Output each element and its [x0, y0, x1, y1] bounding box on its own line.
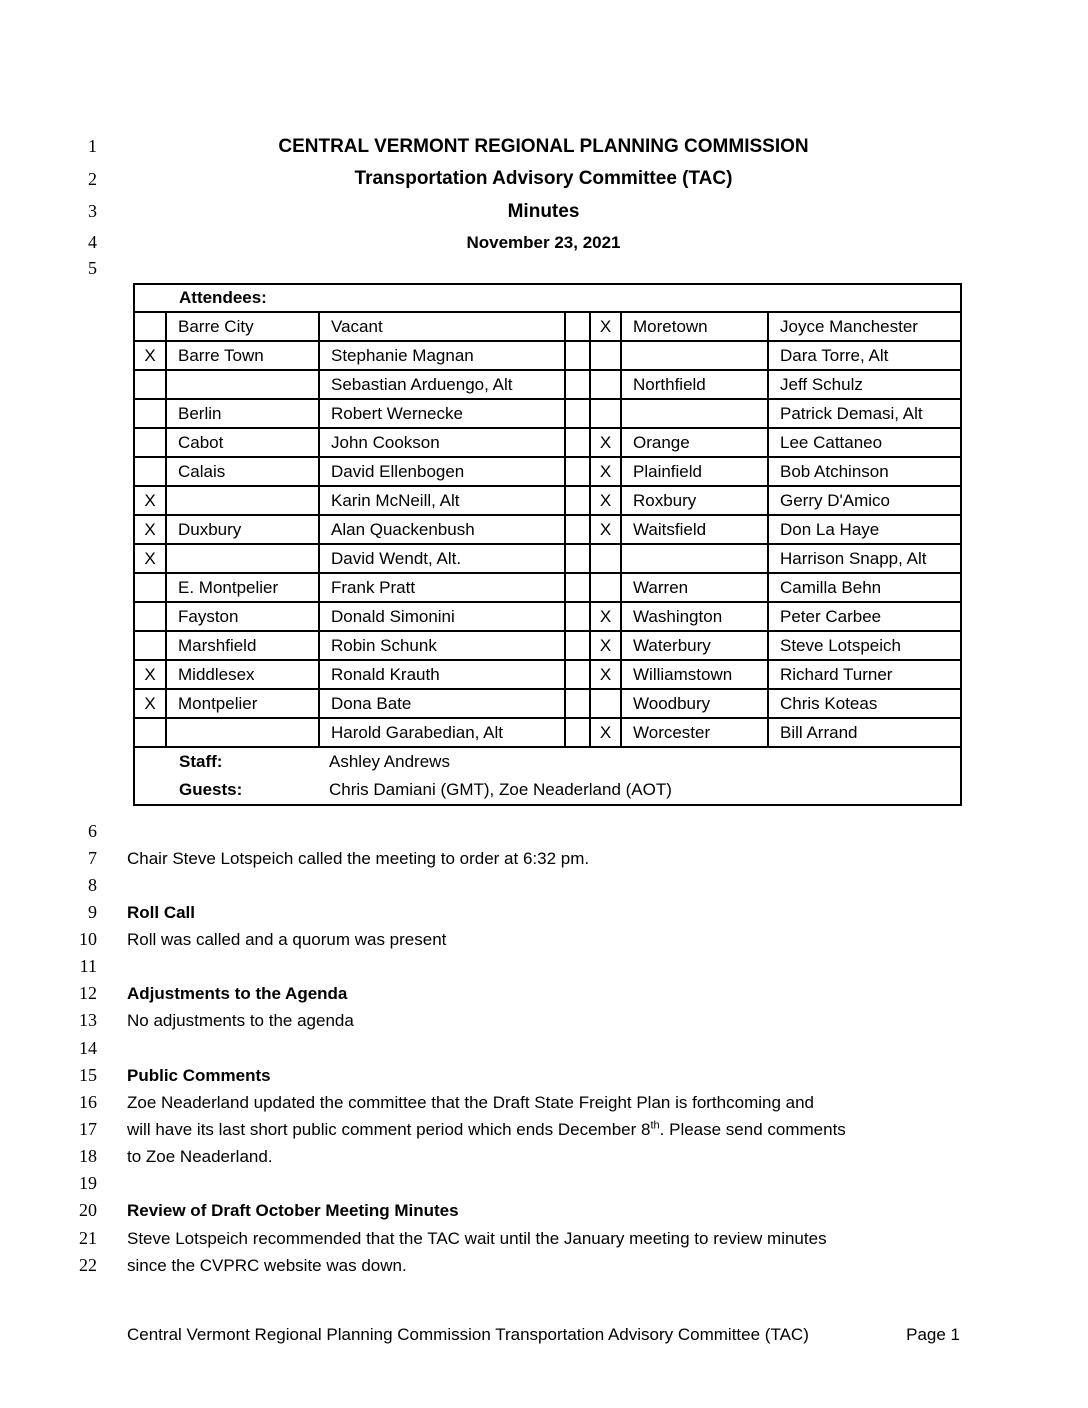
section-heading-public-comments: Public Comments [127, 1066, 271, 1085]
present-mark [590, 370, 621, 399]
table-row [134, 457, 961, 486]
member-cell: Robin Schunk [319, 631, 565, 660]
superscript-th: th [650, 1119, 660, 1132]
present-mark: X [134, 689, 166, 718]
attendees-title-row [134, 284, 961, 312]
body-line-10: Roll was called and a quorum was present [127, 930, 447, 949]
body-line-22: since the CVPRC website was down. [127, 1256, 407, 1275]
present-mark [134, 602, 166, 631]
staff-guests-row [134, 747, 961, 805]
separator-cell [565, 573, 590, 602]
line-number: 11 [79, 956, 97, 976]
line-number: 22 [79, 1255, 97, 1275]
body-line-17-pre: will have its last short public comment period which ends December 8 [127, 1120, 651, 1139]
member-cell: Jeff Schulz [768, 370, 961, 399]
present-mark: X [590, 660, 621, 689]
present-mark: X [134, 660, 166, 689]
town-cell: Woodbury [621, 689, 768, 718]
member-cell: Camilla Behn [768, 573, 961, 602]
present-mark [134, 573, 166, 602]
member-cell: Patrick Demasi, Alt [768, 399, 961, 428]
town-cell [621, 399, 768, 428]
present-mark: X [590, 631, 621, 660]
body-line-17-post: . Please send comments [659, 1120, 846, 1139]
section-heading-adjustments: Adjustments to the Agenda [127, 984, 348, 1003]
line-number: 2 [88, 169, 97, 189]
member-cell: Bob Atchinson [768, 457, 961, 486]
present-mark: X [590, 312, 621, 341]
document-title: CENTRAL VERMONT REGIONAL PLANNING COMMISSION [278, 136, 809, 157]
town-cell [166, 718, 319, 747]
town-cell: Cabot [166, 428, 319, 457]
town-cell: Northfield [621, 370, 768, 399]
table-row [134, 631, 961, 660]
line-number: 3 [88, 201, 97, 221]
member-cell: Chris Koteas [768, 689, 961, 718]
present-mark [590, 544, 621, 573]
separator-cell [565, 515, 590, 544]
present-mark: X [590, 718, 621, 747]
attendees-table [133, 283, 962, 806]
present-mark [134, 718, 166, 747]
town-cell: Roxbury [621, 486, 768, 515]
town-cell: Fayston [166, 602, 319, 631]
present-mark: X [134, 341, 166, 370]
present-mark [590, 689, 621, 718]
line-number: 15 [79, 1065, 97, 1085]
line-number: 19 [79, 1173, 97, 1193]
present-mark [590, 399, 621, 428]
present-mark [590, 573, 621, 602]
section-heading-roll-call: Roll Call [127, 903, 196, 922]
line-number: 13 [79, 1010, 97, 1030]
section-heading-review-minutes: Review of Draft October Meeting Minutes [127, 1201, 459, 1220]
body-line-21: Steve Lotspeich recommended that the TAC wait until the January meeting to review minutes [127, 1229, 827, 1248]
document-type: Minutes [507, 201, 580, 222]
member-cell: Bill Arrand [768, 718, 961, 747]
present-mark: X [590, 457, 621, 486]
member-cell: Alan Quackenbush [319, 515, 565, 544]
body-line-16: Zoe Neaderland updated the committee that the Draft State Freight Plan is forthcoming and [127, 1093, 814, 1112]
table-row [134, 370, 961, 399]
present-mark [134, 399, 166, 428]
member-cell: Richard Turner [768, 660, 961, 689]
attendees-title: Attendees: [134, 284, 961, 312]
town-cell: Waitsfield [621, 515, 768, 544]
member-cell: Donald Simonini [319, 602, 565, 631]
town-cell: Calais [166, 457, 319, 486]
separator-cell [565, 689, 590, 718]
staff-value: Ashley Andrews [329, 752, 450, 771]
line-number: 20 [79, 1200, 97, 1220]
body-line-13: No adjustments to the agenda [127, 1011, 354, 1030]
separator-cell [565, 312, 590, 341]
guests-line [135, 776, 960, 804]
member-cell: Vacant [319, 312, 565, 341]
line-number: 17 [79, 1119, 97, 1139]
guests-label: Guests: [179, 780, 243, 799]
present-mark: X [134, 515, 166, 544]
town-cell: Waterbury [621, 631, 768, 660]
table-row [134, 718, 961, 747]
present-mark [134, 428, 166, 457]
present-mark: X [590, 486, 621, 515]
line-number: 18 [79, 1146, 97, 1166]
present-mark: X [590, 428, 621, 457]
present-mark: X [134, 486, 166, 515]
town-cell: Plainfield [621, 457, 768, 486]
town-cell: Orange [621, 428, 768, 457]
member-cell: Don La Haye [768, 515, 961, 544]
table-row [134, 515, 961, 544]
member-cell: Dara Torre, Alt [768, 341, 961, 370]
table-row [134, 341, 961, 370]
town-cell [166, 370, 319, 399]
footer-page-number: Page 1 [906, 1325, 960, 1344]
member-cell: John Cookson [319, 428, 565, 457]
town-cell: Washington [621, 602, 768, 631]
member-cell: Robert Wernecke [319, 399, 565, 428]
separator-cell [565, 631, 590, 660]
table-row [134, 486, 961, 515]
line-number: 10 [79, 929, 97, 949]
line-number: 7 [88, 848, 97, 868]
separator-cell [565, 602, 590, 631]
separator-cell [565, 457, 590, 486]
member-cell: Lee Cattaneo [768, 428, 961, 457]
present-mark [134, 457, 166, 486]
member-cell: David Wendt, Alt. [319, 544, 565, 573]
line-number: 12 [79, 983, 97, 1003]
line-number: 9 [88, 902, 97, 922]
document-subtitle: Transportation Advisory Committee (TAC) [354, 168, 733, 189]
present-mark [590, 341, 621, 370]
present-mark [134, 370, 166, 399]
footer-title: Central Vermont Regional Planning Commission Transportation Advisory Committee (TAC) [127, 1325, 809, 1344]
line-number: 16 [79, 1092, 97, 1112]
member-cell: Joyce Manchester [768, 312, 961, 341]
member-cell: Dona Bate [319, 689, 565, 718]
separator-cell [565, 544, 590, 573]
town-cell: Worcester [621, 718, 768, 747]
present-mark [134, 631, 166, 660]
line-number: 8 [88, 875, 97, 895]
town-cell: Duxbury [166, 515, 319, 544]
staff-guests-cell [134, 747, 961, 805]
separator-cell [565, 341, 590, 370]
line-number: 6 [88, 821, 97, 841]
staff-label: Staff: [179, 752, 223, 771]
member-cell: Stephanie Magnan [319, 341, 565, 370]
town-cell: Middlesex [166, 660, 319, 689]
table-row [134, 602, 961, 631]
town-cell [621, 544, 768, 573]
table-row [134, 428, 961, 457]
member-cell: Frank Pratt [319, 573, 565, 602]
member-cell: Gerry D'Amico [768, 486, 961, 515]
separator-cell [565, 428, 590, 457]
table-row [134, 689, 961, 718]
town-cell: Marshfield [166, 631, 319, 660]
separator-cell [565, 399, 590, 428]
member-cell: Ronald Krauth [319, 660, 565, 689]
town-cell: Moretown [621, 312, 768, 341]
line-number: 14 [79, 1038, 97, 1058]
present-mark: X [134, 544, 166, 573]
member-cell: David Ellenbogen [319, 457, 565, 486]
table-row [134, 573, 961, 602]
member-cell: Karin McNeill, Alt [319, 486, 565, 515]
town-cell: Montpelier [166, 689, 319, 718]
separator-cell [565, 486, 590, 515]
member-cell: Peter Carbee [768, 602, 961, 631]
document-date: November 23, 2021 [466, 233, 621, 252]
member-cell: Harrison Snapp, Alt [768, 544, 961, 573]
body-line-18: to Zoe Neaderland. [127, 1147, 273, 1166]
line-number: 5 [88, 258, 97, 278]
member-cell: Sebastian Arduengo, Alt [319, 370, 565, 399]
separator-cell [565, 718, 590, 747]
town-cell: E. Montpelier [166, 573, 319, 602]
town-cell: Warren [621, 573, 768, 602]
present-mark: X [590, 515, 621, 544]
town-cell [166, 486, 319, 515]
table-row [134, 544, 961, 573]
line-number: 21 [79, 1228, 97, 1248]
body-line-7: Chair Steve Lotspeich called the meeting to order at 6:32 pm. [127, 849, 590, 868]
table-row [134, 312, 961, 341]
town-cell [166, 544, 319, 573]
staff-line [135, 748, 960, 776]
town-cell: Berlin [166, 399, 319, 428]
town-cell [621, 341, 768, 370]
body-line-17 [127, 1120, 846, 1140]
line-number: 4 [88, 232, 97, 252]
town-cell: Williamstown [621, 660, 768, 689]
separator-cell [565, 370, 590, 399]
line-number: 1 [88, 136, 97, 156]
table-row [134, 660, 961, 689]
table-row [134, 399, 961, 428]
town-cell: Barre Town [166, 341, 319, 370]
separator-cell [565, 660, 590, 689]
member-cell: Harold Garabedian, Alt [319, 718, 565, 747]
member-cell: Steve Lotspeich [768, 631, 961, 660]
present-mark [134, 312, 166, 341]
present-mark: X [590, 602, 621, 631]
guests-value: Chris Damiani (GMT), Zoe Neaderland (AOT) [329, 780, 672, 799]
town-cell: Barre City [166, 312, 319, 341]
